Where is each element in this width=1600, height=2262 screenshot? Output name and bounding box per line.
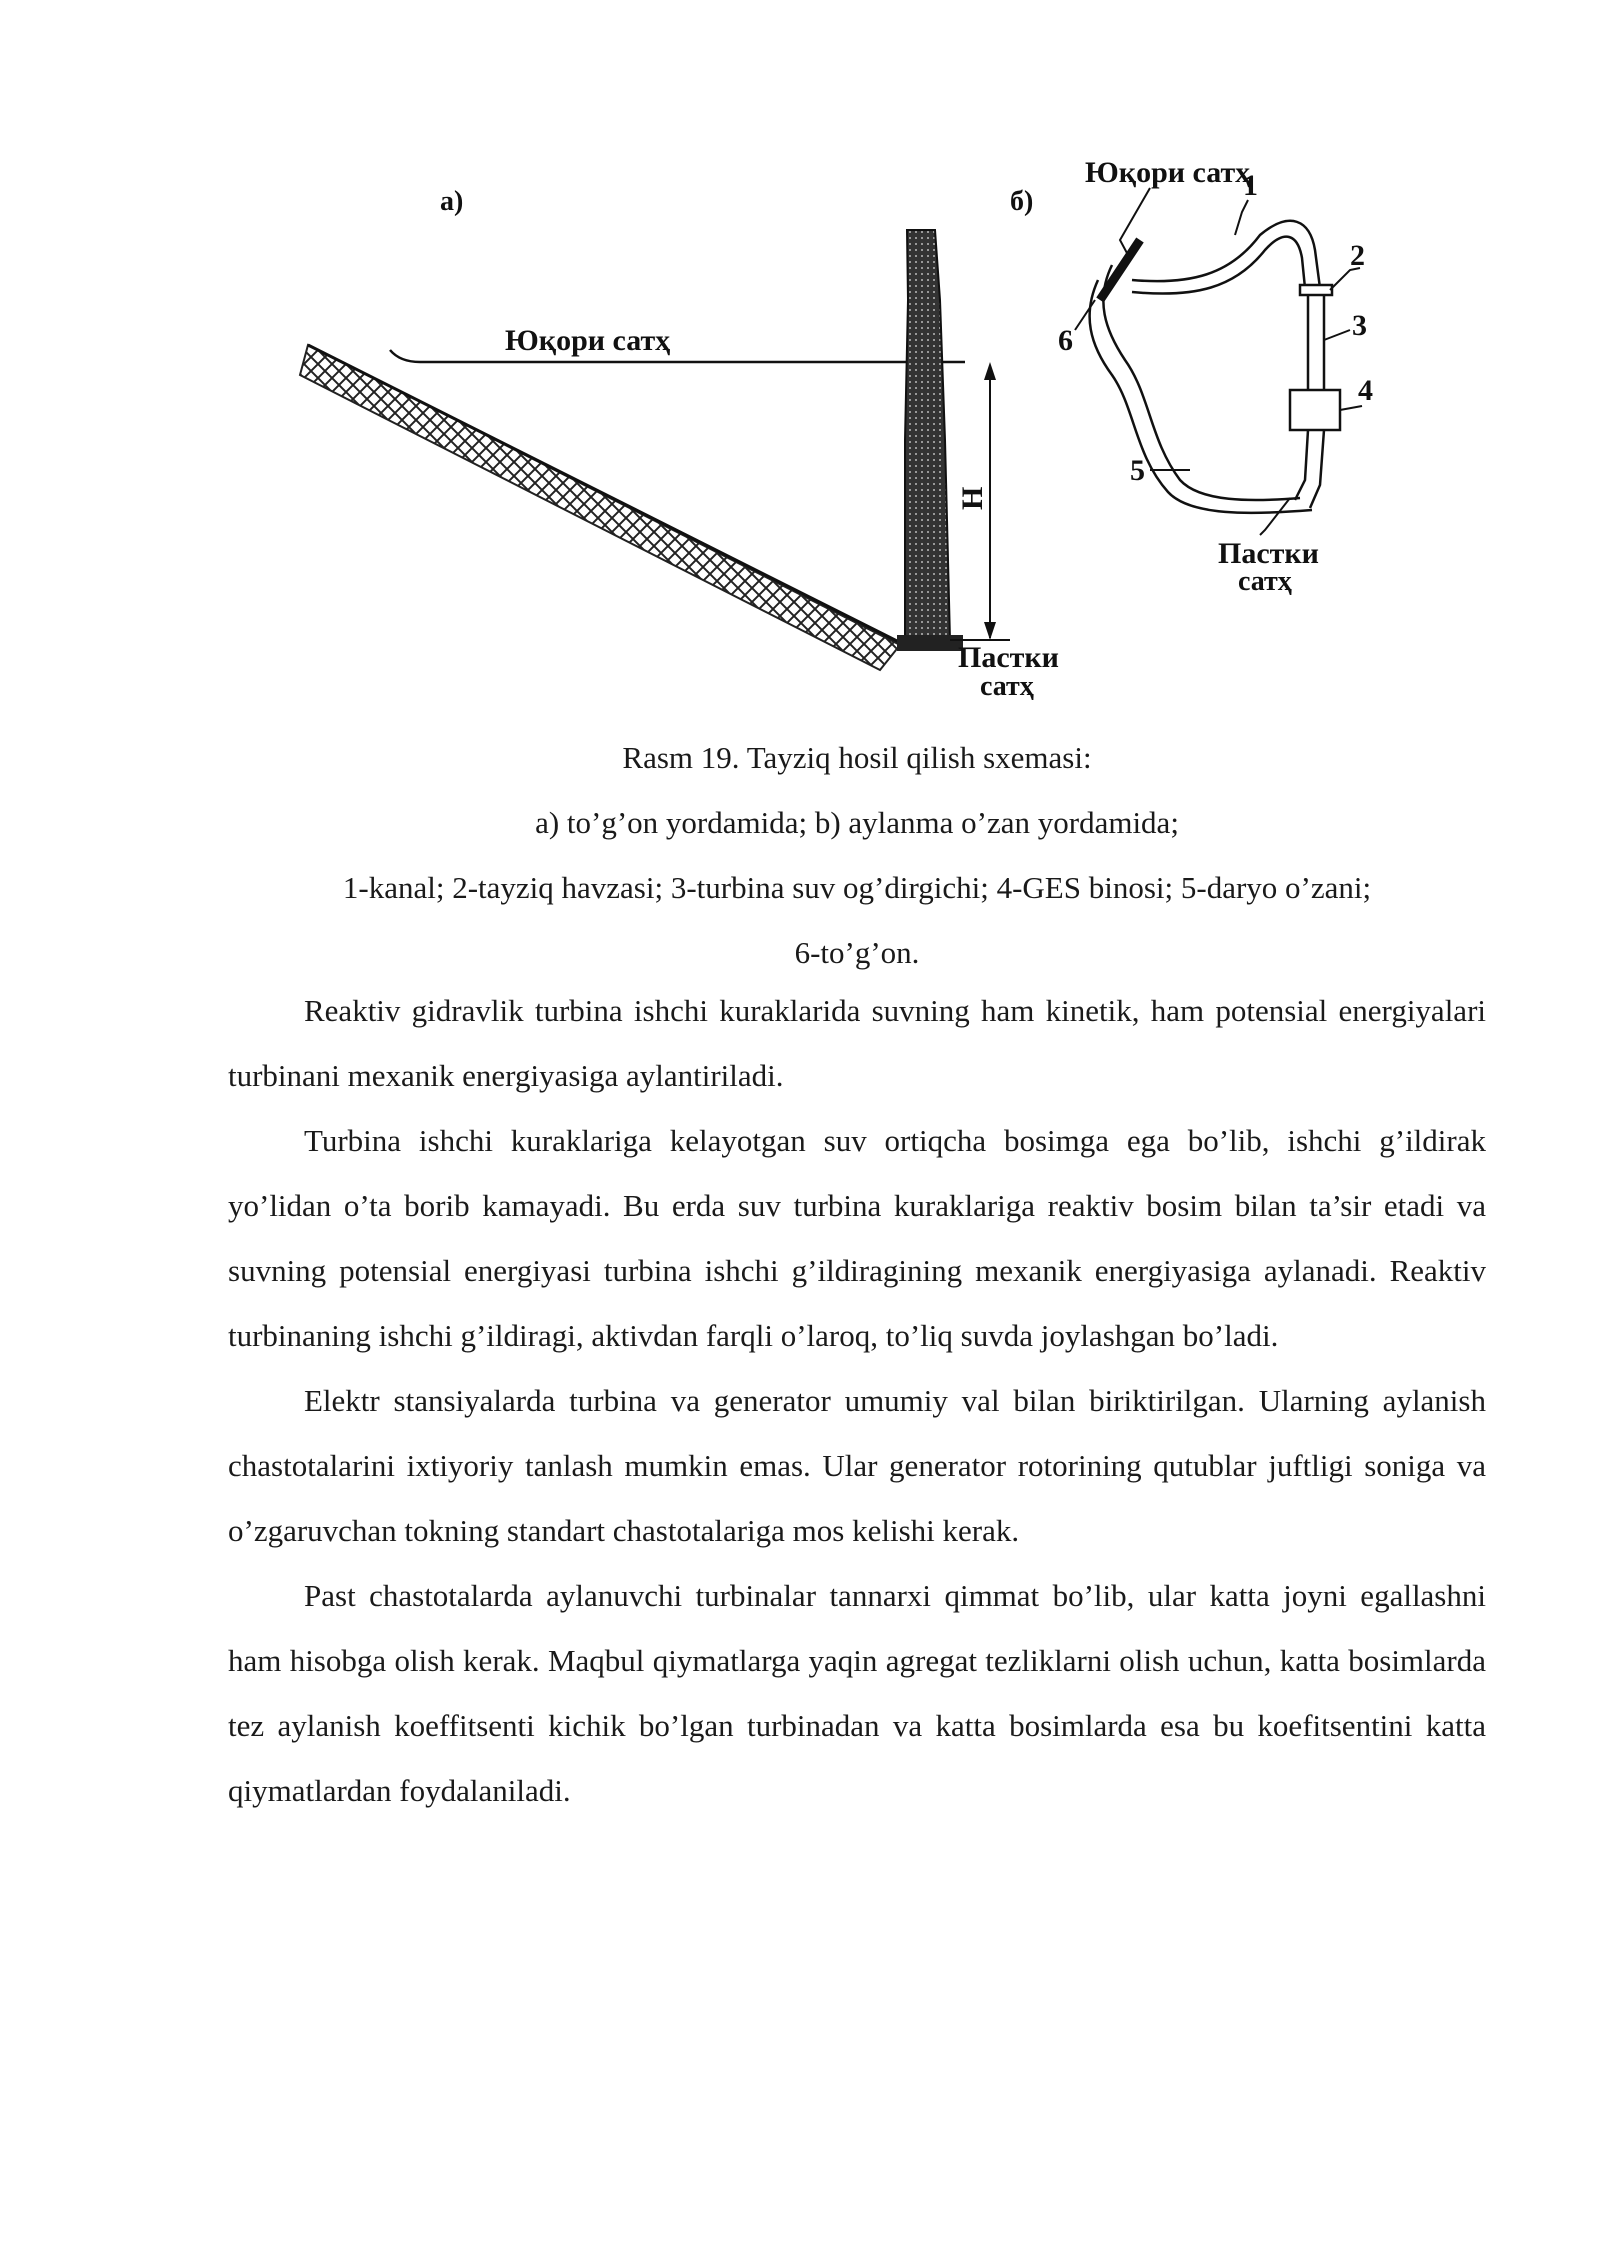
number-2: 2 — [1350, 239, 1365, 272]
upper-level-line — [390, 350, 965, 362]
panel-a-label: а) — [440, 186, 464, 217]
river-bed-slope — [300, 345, 900, 670]
upper-level-label-a: Юқори сатҳ — [505, 324, 671, 357]
paragraph-3: Elektr stansiyalarda turbina va generator umumiy val bilan biriktirilgan. Ularning aylanish chastotalarini ixtiyoriy tanlash mumkin emas. Ular generator rotorining qutublar juftligi soniga va o’zgaruvchan tokning standart chastotalariga mos kelishi kerak. — [228, 1383, 1486, 1548]
number-5: 5 — [1130, 454, 1145, 487]
pool-2 — [1300, 285, 1332, 295]
panel-b — [1010, 156, 1373, 597]
number-6: 6 — [1058, 324, 1073, 357]
lower-level-label-a-line1: Пастки — [958, 641, 1059, 674]
caption-title: Rasm 19. Tayziq hosil qilish sxemasi: — [622, 740, 1092, 775]
paragraph-4: Past chastotalarda aylanuvchi turbinalar tannarxi qimmat bo’lib, ular katta joyni egallashni ham hisobga olish kerak. Maqbul qiymatlarga yaqin agregat tezliklarni olish uchun, katta bosimlarda tez aylanish koeffitsenti kichik bo’lgan turbinadan va katta bosimlarda esa bu koefitsentini katta qiymatlardan foydalaniladi. — [228, 1578, 1486, 1808]
body-text — [228, 978, 1486, 1823]
panel-a — [300, 186, 1059, 702]
dam — [905, 230, 950, 640]
paragraph-2: Turbina ishchi kuraklariga kelayotgan suv ortiqcha bosimga ega bo’lib, ishchi g’ildirak yo’lidan o’ta borib kamayadi. Bu erda suv turbina kuraklariga reaktiv bosim bilan ta’sir etadi va suvning potensial energiyasi turbina ishchi g’ildiragining mexanik energiyasiga aylanadi. Reaktiv turbinaning ishchi g’ildiragi, aktivdan farqli o’laroq, to’liq suvda joylashgan bo’ladi. — [228, 1123, 1486, 1353]
upper-level-label-b: Юқори сатҳ — [1085, 156, 1251, 189]
number-4: 4 — [1358, 374, 1373, 407]
figure-19 — [290, 140, 1373, 720]
canal-1 — [1132, 221, 1320, 288]
figure-caption — [228, 725, 1486, 985]
lower-level-label-a-line2: сатҳ — [980, 671, 1034, 702]
panel-b-label: б) — [1010, 186, 1034, 217]
number-1: 1 — [1243, 169, 1258, 202]
caption-legend: 1-kanal; 2-tayziq havzasi; 3-turbina suv og’dirgichi; 4-GES binosi; 5-daryo o’zani; — [342, 870, 1372, 905]
ges-building-4 — [1290, 390, 1340, 430]
caption-legend-end: 6-to’g’on. — [794, 935, 920, 970]
lower-level-label-b-line1: Пастки — [1218, 537, 1319, 570]
lower-level-label-b-line2: сатҳ — [1238, 566, 1292, 597]
paragraph-1: Reaktiv gidravlik turbina ishchi kuraklarida suvning ham kinetik, ham potensial energiyalari turbinani mexanik energiyasiga aylantiriladi. — [228, 993, 1486, 1093]
caption-subtitle: a) to’g’on yordamida; b) aylanma o’zan yordamida; — [535, 805, 1179, 840]
number-3: 3 — [1352, 309, 1367, 342]
height-symbol: H — [956, 486, 989, 510]
